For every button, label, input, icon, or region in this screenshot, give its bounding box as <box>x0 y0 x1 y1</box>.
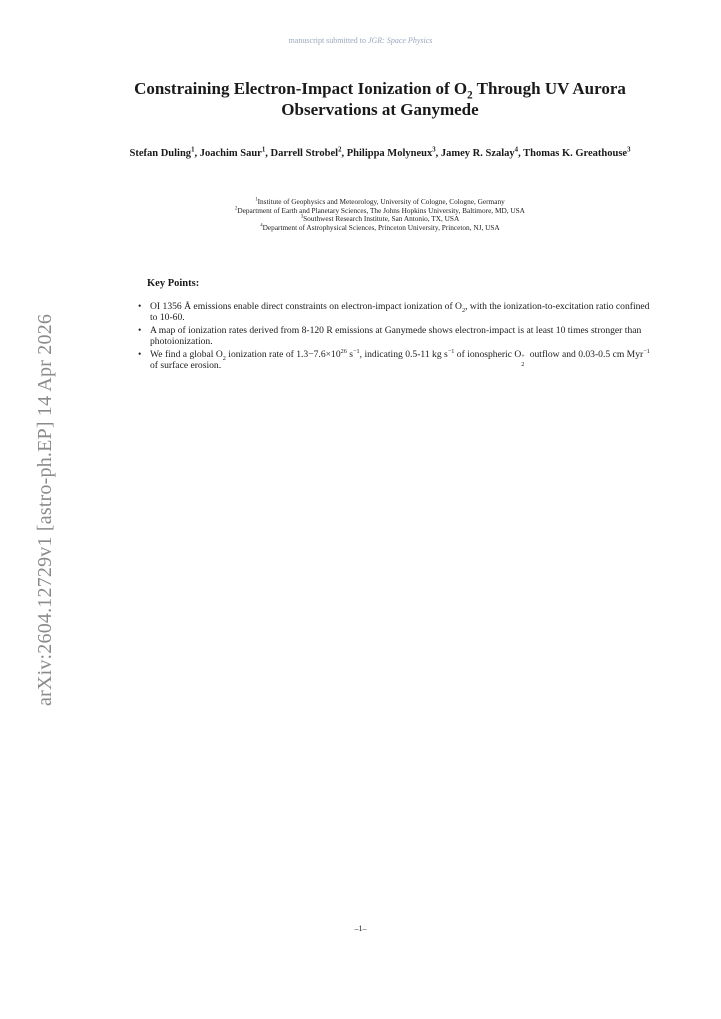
key-point: • A map of ionization rates derived from 8-120 R emissions at Ganymede shows electron-impact is at least 10 times stronger than photoionization. <box>138 324 642 348</box>
header-prefix: manuscript submitted to <box>288 36 368 45</box>
running-header <box>0 36 721 45</box>
bullet-icon: • <box>138 301 142 312</box>
author: Philippa Molyneux$^3$, <box>346 146 441 159</box>
title-part2: Through UV Aurora Observations at Ganymede <box>281 79 626 119</box>
title-part1: Constraining Electron-Impact Ionization of O <box>134 79 468 98</box>
header-journal: JGR: Space Physics <box>367 36 433 45</box>
affiliation: $^1$Institute of Geophysics and Meteorology, University of Cologne, Cologne, Germany <box>255 197 505 206</box>
author: Darrell Strobel$^2$, <box>270 146 347 159</box>
author-list <box>120 147 640 160</box>
page-number: –1– <box>354 924 367 933</box>
author: Thomas K. Greathouse$^3$ <box>523 146 631 159</box>
author: Stefan Duling$^1$, <box>129 146 200 159</box>
affiliation-list <box>120 198 640 232</box>
affiliation: $^4$Department of Astrophysical Sciences, Princeton University, Princeton, NJ, USA <box>260 222 500 232</box>
title-subscript: 2 <box>467 89 473 102</box>
arxiv-stamp: arXiv:2604.12729v1 [astro-ph.EP] 14 Apr 2026 <box>34 313 56 706</box>
author: Jamey R. Szalay$^4$, <box>440 146 524 159</box>
key-point: • We find a global $O_2$ ionization rate of $1.3-7.6\times 10^{26}$ $s^{-1}$, indicating 0.5-11 kg $s^{-1}$ of ionospheric O + 2 outflow and 0.03-0.5 cm Myr$^{-1}$ of surface erosion. <box>138 347 650 372</box>
bullet-icon: • <box>138 348 142 360</box>
affiliation: $^3$Southwest Research Institute, San Antonio, TX, USA <box>300 214 460 224</box>
key-points-list <box>138 301 658 372</box>
author: Joachim Saur$^1$, <box>199 146 271 159</box>
key-points-heading: Key Points: <box>147 278 200 289</box>
paper-title <box>100 78 660 120</box>
bullet-icon: • <box>138 324 142 336</box>
key-point: • OI 1356 Å emissions enable direct constraints on electron-impact ionization of $O_2$, with the ionization-to-excitation ratio confined to 10-60. <box>138 301 650 324</box>
affiliation: $^2$Department of Earth and Planetary Sciences, The Johns Hopkins University, Baltimore, MD, USA <box>235 205 525 215</box>
